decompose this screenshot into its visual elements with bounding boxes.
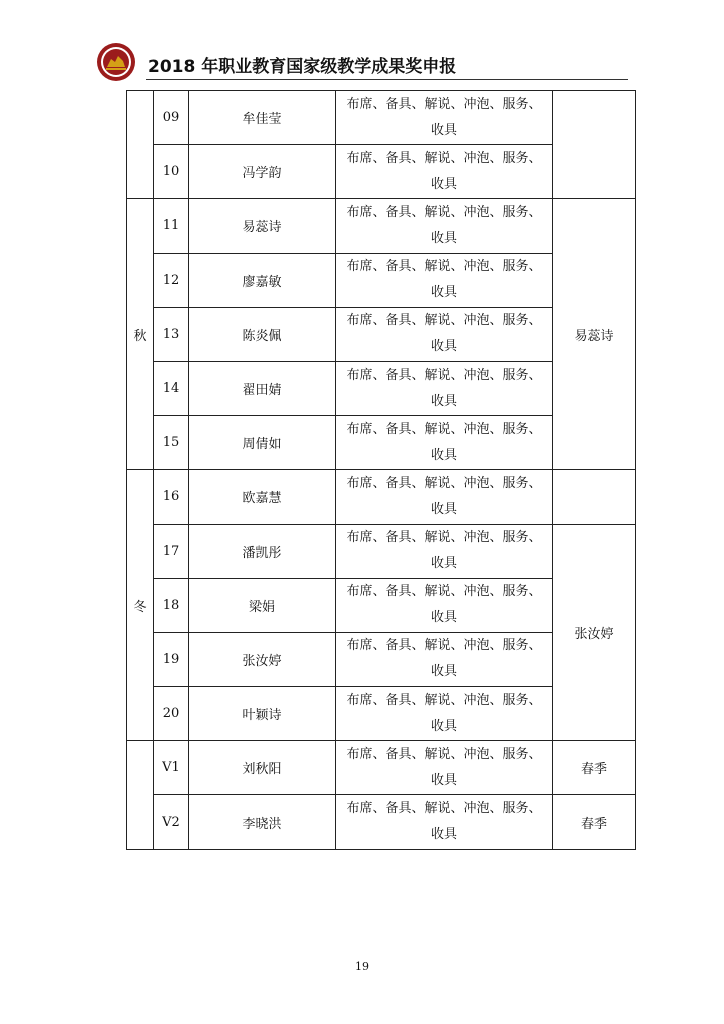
task-text: 布席、备具、解说、冲泡、服务、收具 — [346, 475, 542, 517]
row-number: 16 — [154, 470, 189, 524]
page-header — [96, 42, 636, 86]
row-number: V2 — [154, 795, 189, 849]
student-name: 李晓洪 — [189, 795, 336, 849]
table-row — [127, 199, 636, 253]
task-cell — [336, 741, 553, 795]
task-text: 布席、备具、解说、冲泡、服务、收具 — [346, 584, 542, 626]
row-number: 10 — [154, 145, 189, 199]
page-number: 19 — [355, 960, 369, 973]
row-number: 13 — [154, 307, 189, 361]
season-cell — [127, 741, 154, 849]
student-name: 叶颖诗 — [189, 687, 336, 741]
school-emblem-icon — [96, 42, 136, 82]
task-text: 布席、备具、解说、冲泡、服务、收具 — [346, 204, 542, 246]
task-text: 布席、备具、解说、冲泡、服务、收具 — [346, 638, 542, 680]
leader-winter: 张汝婷 — [553, 524, 636, 741]
student-name: 廖嘉敏 — [189, 253, 336, 307]
task-text: 布席、备具、解说、冲泡、服务、收具 — [346, 96, 542, 138]
task-cell — [336, 632, 553, 686]
leader-cell — [553, 470, 636, 524]
task-cell — [336, 524, 553, 578]
student-name: 陈炎佩 — [189, 307, 336, 361]
student-name: 周倩如 — [189, 416, 336, 470]
table-row — [127, 524, 636, 578]
table-row — [127, 795, 636, 849]
student-name: 梁娟 — [189, 578, 336, 632]
task-cell — [336, 307, 553, 361]
task-cell — [336, 578, 553, 632]
row-number: V1 — [154, 741, 189, 795]
student-name: 欧嘉慧 — [189, 470, 336, 524]
season-cell — [127, 91, 154, 199]
task-cell — [336, 416, 553, 470]
row-number: 12 — [154, 253, 189, 307]
task-cell — [336, 199, 553, 253]
task-text: 布席、备具、解说、冲泡、服务、收具 — [346, 150, 542, 192]
row-number: 19 — [154, 632, 189, 686]
task-cell — [336, 687, 553, 741]
task-cell — [336, 361, 553, 415]
table-row — [127, 91, 636, 145]
row-number: 17 — [154, 524, 189, 578]
student-name: 翟田婧 — [189, 361, 336, 415]
task-text: 布席、备具、解说、冲泡、服务、收具 — [346, 313, 542, 355]
table-row — [127, 741, 636, 795]
student-name: 潘凯彤 — [189, 524, 336, 578]
task-cell — [336, 470, 553, 524]
leader-v2: 春季 — [553, 795, 636, 849]
task-text: 布席、备具、解说、冲泡、服务、收具 — [346, 746, 542, 788]
student-name: 张汝婷 — [189, 632, 336, 686]
table-row — [127, 470, 636, 524]
row-number: 14 — [154, 361, 189, 415]
row-number: 18 — [154, 578, 189, 632]
document-title: 2018 年职业教育国家级教学成果奖申报 — [148, 57, 457, 77]
schedule-table — [126, 90, 636, 850]
leader-cell — [553, 91, 636, 199]
task-cell — [336, 795, 553, 849]
task-cell — [336, 253, 553, 307]
task-cell — [336, 145, 553, 199]
season-winter: 冬 — [127, 470, 154, 741]
student-name: 刘秋阳 — [189, 741, 336, 795]
row-number: 20 — [154, 687, 189, 741]
task-text: 布席、备具、解说、冲泡、服务、收具 — [346, 801, 542, 843]
task-text: 布席、备具、解说、冲泡、服务、收具 — [346, 367, 542, 409]
student-name: 牟佳莹 — [189, 91, 336, 145]
student-name: 易蕊诗 — [189, 199, 336, 253]
season-autumn: 秋 — [127, 199, 154, 470]
row-number: 09 — [154, 91, 189, 145]
header-rule — [146, 79, 628, 80]
task-text: 布席、备具、解说、冲泡、服务、收具 — [346, 421, 542, 463]
task-text: 布席、备具、解说、冲泡、服务、收具 — [346, 692, 542, 734]
leader-v1: 春季 — [553, 741, 636, 795]
task-text: 布席、备具、解说、冲泡、服务、收具 — [346, 259, 542, 301]
task-text: 布席、备具、解说、冲泡、服务、收具 — [346, 530, 542, 572]
student-name: 冯学韵 — [189, 145, 336, 199]
leader-autumn: 易蕊诗 — [553, 199, 636, 470]
row-number: 11 — [154, 199, 189, 253]
row-number: 15 — [154, 416, 189, 470]
task-cell — [336, 91, 553, 145]
